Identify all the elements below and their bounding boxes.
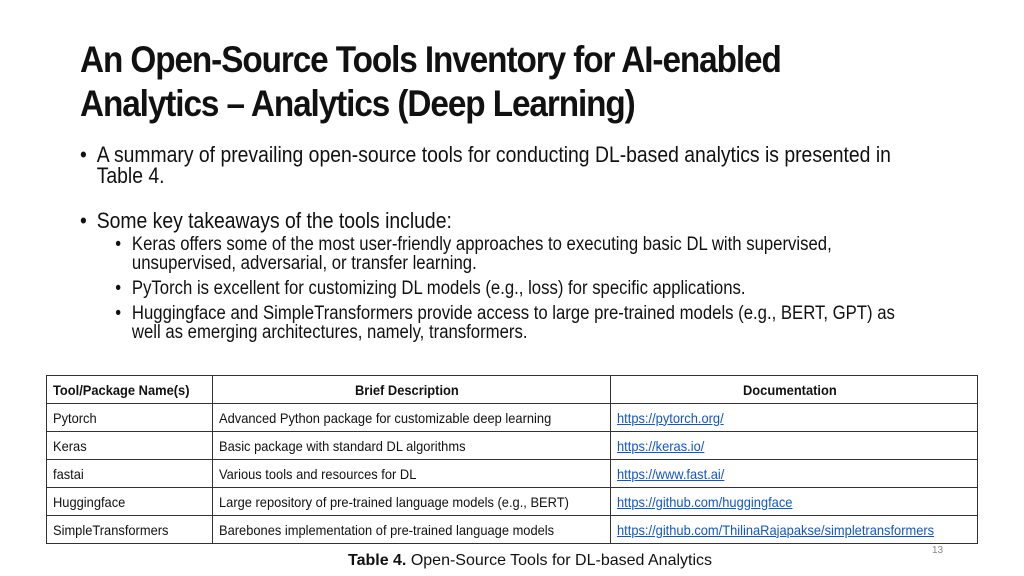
- bullet-icon: •: [80, 208, 87, 233]
- description-cell: Advanced Python package for customizable deep learning: [212, 404, 610, 432]
- tool-name-cell: fastai: [47, 460, 213, 488]
- tool-name-cell: Keras: [47, 432, 213, 460]
- sub-bullet-huggingface: [115, 304, 925, 342]
- documentation-cell: [610, 432, 978, 460]
- description-cell: Barebones implementation of pre-trained language models: [212, 516, 610, 544]
- doc-link-huggingface[interactable]: https://github.com/huggingface: [616, 493, 792, 510]
- sub-bullet-text: Keras offers some of the most user-friendly approaches to executing basic DL with supervised, unsupervised, adversarial, or transfer learning.: [131, 234, 832, 274]
- doc-link-fastai[interactable]: https://www.fast.ai/: [616, 465, 724, 482]
- caption-text: Open-Source Tools for DL-based Analytics: [406, 552, 713, 569]
- header-documentation: Documentation: [610, 376, 978, 404]
- tool-name-cell: Huggingface: [47, 488, 213, 516]
- sub-bullet-pytorch: [115, 279, 925, 298]
- bullet-summary-text: A summary of prevailing open-source tools for conducting DL-based analytics is presented in Table 4.: [96, 142, 891, 188]
- bullet-icon: •: [115, 234, 122, 255]
- bullet-summary: [80, 144, 925, 186]
- description-cell: Basic package with standard DL algorithms: [212, 432, 610, 460]
- tools-table: [46, 375, 978, 544]
- documentation-cell: [610, 488, 978, 516]
- sub-bullet-text: PyTorch is excellent for customizing DL models (e.g., loss) for specific applications.: [131, 278, 746, 299]
- header-tool-name: Tool/Package Name(s): [47, 376, 213, 404]
- slide-title-line-2: Analytics – Analytics (Deep Learning): [80, 83, 635, 124]
- doc-link-keras[interactable]: https://keras.io/: [616, 437, 704, 454]
- documentation-cell: [610, 516, 978, 544]
- description-cell: Various tools and resources for DL: [212, 460, 610, 488]
- table-row: [47, 460, 978, 488]
- doc-link-pytorch[interactable]: https://pytorch.org/: [616, 409, 724, 426]
- tool-name-cell: Pytorch: [47, 404, 213, 432]
- sub-bullet-text: Huggingface and SimpleTransformers provide access to large pre-trained models (e.g., BERT, GPT) as well as emerging architectures, namely, transformers.: [131, 303, 895, 343]
- bullet-takeaways: [80, 210, 925, 231]
- tool-name-cell: SimpleTransformers: [47, 516, 213, 544]
- description-cell: Large repository of pre-trained language models (e.g., BERT): [212, 488, 610, 516]
- table-header-row: [47, 376, 978, 404]
- table-row: [47, 488, 978, 516]
- documentation-cell: [610, 404, 978, 432]
- table-caption: [0, 552, 1024, 570]
- doc-link-simpletransformers[interactable]: https://github.com/ThilinaRajapakse/simpletransformers: [616, 521, 934, 538]
- bullet-list: [80, 144, 925, 348]
- documentation-cell: [610, 460, 978, 488]
- slide-title-line-1: An Open-Source Tools Inventory for AI-enabled: [80, 39, 781, 80]
- caption-label: Table 4.: [347, 552, 407, 569]
- slide-title: [80, 38, 890, 126]
- bullet-icon: •: [115, 303, 122, 324]
- bullet-icon: •: [80, 142, 87, 167]
- table-row: [47, 404, 978, 432]
- page-number: 13: [932, 545, 944, 556]
- table-row: [47, 432, 978, 460]
- table-row: [47, 516, 978, 544]
- bullet-icon: •: [115, 278, 122, 299]
- sub-bullet-keras: [115, 235, 925, 273]
- header-description: Brief Description: [212, 376, 610, 404]
- bullet-takeaways-text: Some key takeaways of the tools include:: [96, 208, 452, 233]
- sub-bullet-list: [115, 235, 925, 342]
